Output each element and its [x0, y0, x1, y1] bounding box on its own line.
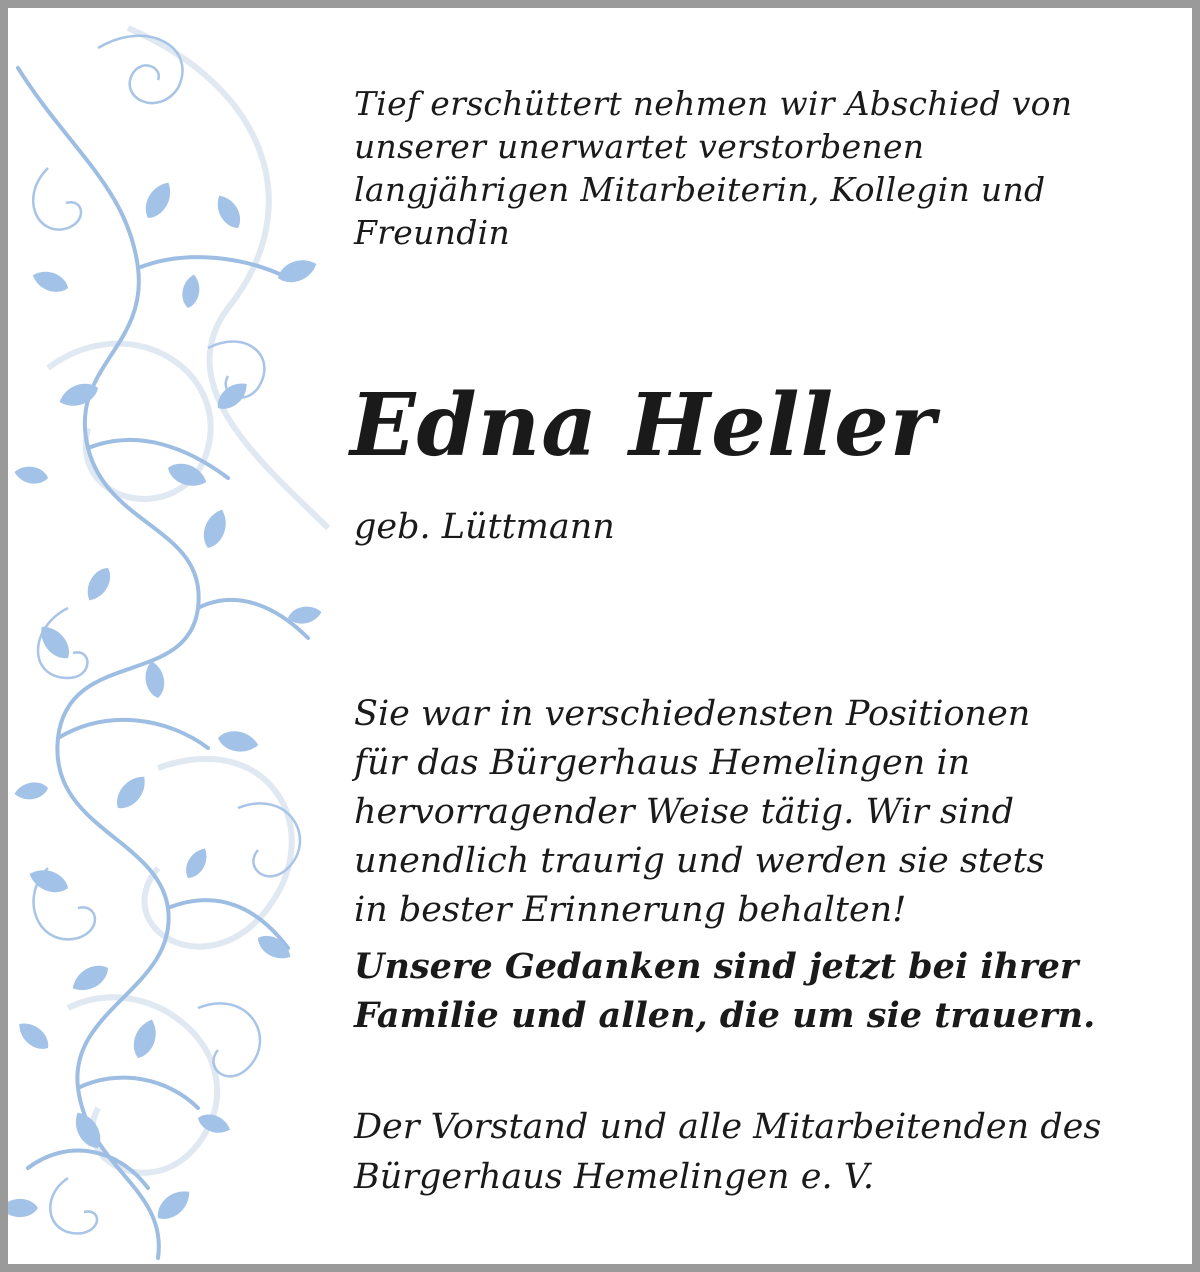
deceased-name: Edna Heller — [350, 375, 937, 476]
maiden-name: geb. Lüttmann — [354, 507, 615, 547]
tribute-line: in bester Erinnerung behalten! — [354, 890, 907, 930]
signature-line: Bürgerhaus Hemelingen e. V. — [354, 1157, 874, 1197]
intro-line: Freundin — [354, 213, 511, 252]
tribute-text — [354, 690, 1154, 935]
intro-line: langjährigen Mitarbeiterin, Kollegin und — [354, 170, 1046, 209]
signature-line: Der Vorstand und alle Mitarbeitenden des — [354, 1107, 1102, 1147]
condolence-line: Unsere Gedanken sind jetzt bei ihrer — [354, 946, 1079, 987]
intro-line: unserer unerwartet verstorbenen — [354, 127, 925, 166]
tribute-line: hervorragender Weise tätig. Wir sind — [354, 792, 1014, 832]
tribute-line: für das Bürgerhaus Hemelingen in — [354, 743, 971, 783]
signature — [354, 1102, 1164, 1202]
condolence-line: Familie und allen, die um sie trauern. — [354, 995, 1096, 1036]
tribute-line: Sie war in verschiedensten Positionen — [354, 694, 1031, 734]
floral-vine-ornament-icon — [8, 8, 348, 1264]
intro-line: Tief erschüttert nehmen wir Abschied von — [354, 84, 1073, 123]
condolence-text — [354, 942, 1154, 1040]
intro-text — [354, 82, 1114, 254]
tribute-line: unendlich traurig und werden sie stets — [354, 841, 1045, 881]
